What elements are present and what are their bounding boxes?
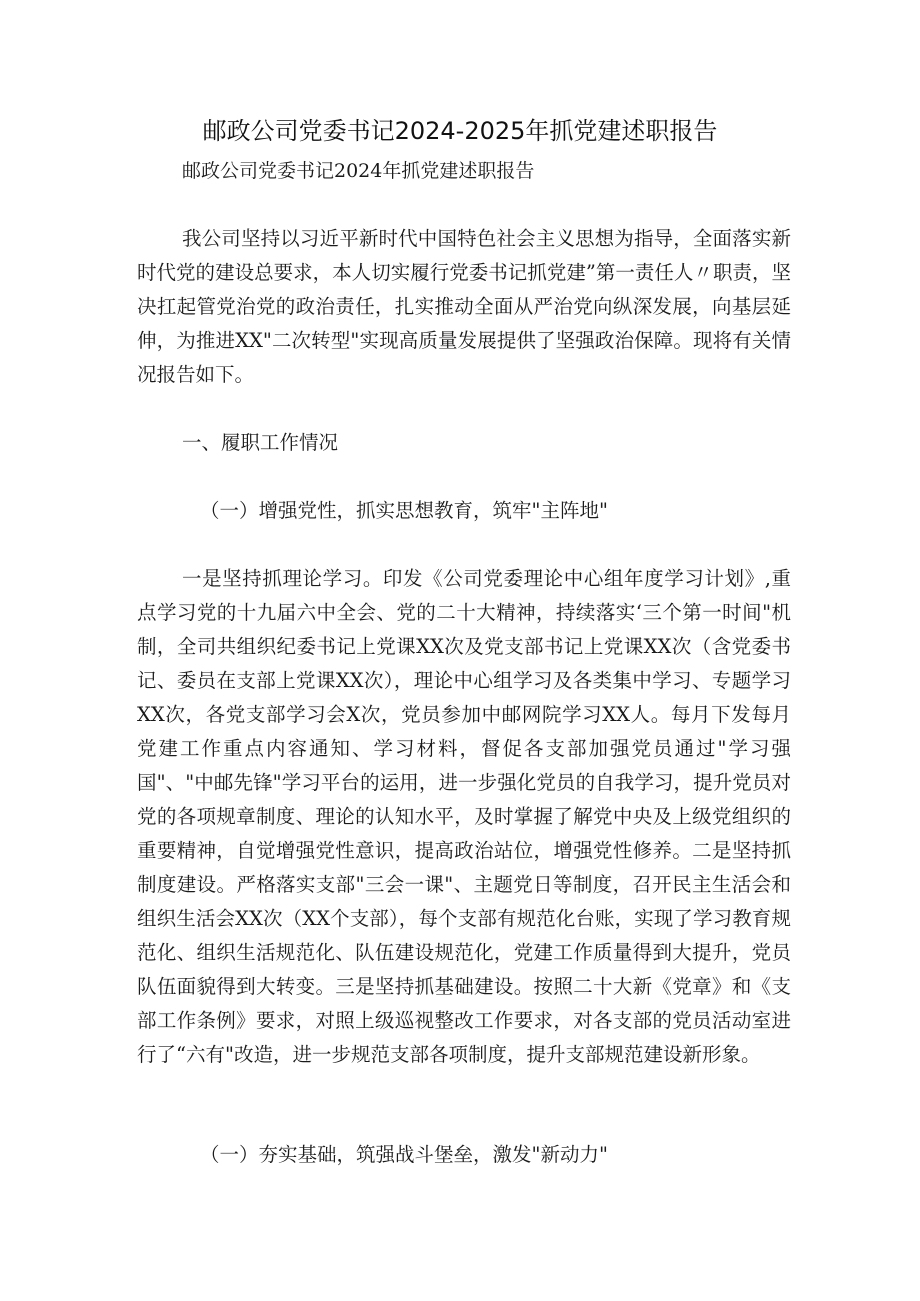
subsection-body-1: 一是坚持抓理论学习。印发《公司党委理论中心组年度学习计划》,重点学习党的十九届六中全会、党的二十大精神，持续落实‘三个第一时间"机制，全司共组织纪委书记上党课XX次及党支部书记上党课XX次（含党委书记、委员在支部上党课XX次），理论中心组学习及各类集中学习、专题学习XX次，各党支部学习会X次，党员参加中邮网院学习XX人。每月下发每月党建工作重点内容通知、学习材料，督促各支部加强党员通过"学习强国"、"中邮先锋"学习平台的运用，进一步强化党员的自我学习，提升党员对党的各项规章制度、理论的认知水平，及时掌握了解党中央及上级党组织的重要精神，自觉增强党性意识，提高政治站位，增强党性修养。二是坚持抓制度建设。严格落实支部"三会一课"、主题党日等制度，召开民主生活会和组织生活会XX次（XX个支部），每个支部有规范化台账，实现了学习教育规范化、组织生活规范化、队伍建设规范化，党建工作质量得到大提升，党员队伍面貌得到大转变。三是坚持抓基础建设。按照二十大新《党章》和《支部工作条例》要求，对照上级巡视整改工作要求，对各支部的党员活动室进行了“六有"改造，进一步规范支部各项制度，提升支部规范建设新形象。 [137,567,791,1066]
section-heading-1: 一、履职工作情况 [182,431,339,454]
subsection-heading-1: （一）增强党性，抓实思想教育，筑牢"主阵地" [200,499,608,522]
document-subtitle: 邮政公司党委书记2024年抓党建述职报告 [182,160,535,182]
intro-paragraph: 我公司坚持以习近平新时代中国特色社会主义思想为指导，全面落实新时代党的建设总要求，本人切实履行党委书记抓党建”第一责任人〃职责，坚决扛起管党治党的政治责任，扎实推动全面从严治党向纵深发展，向基层延伸，为推进XX"二次转型"实现高质量发展提供了坚强政治保障。现将有关情况报告如下。 [137,227,791,386]
subsection-heading-2: （一）夯实基础，筑强战斗堡垒，激发"新动力" [200,1143,608,1166]
document-title: 邮政公司党委书记2024-2025年抓党建述职报告 [202,117,718,145]
